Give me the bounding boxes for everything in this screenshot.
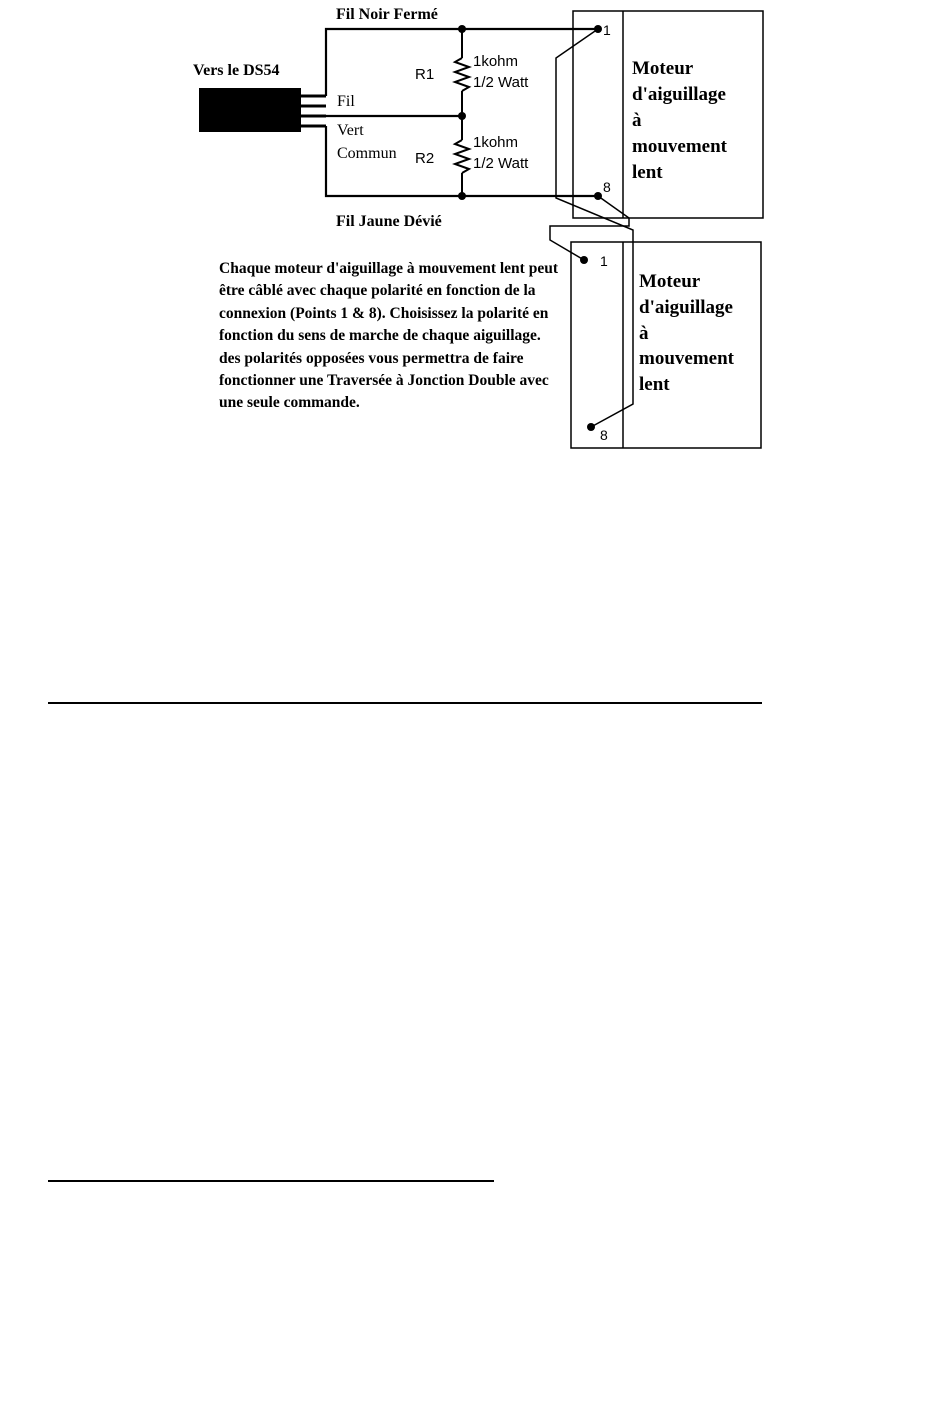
r2-power: 1/2 Watt bbox=[473, 155, 529, 172]
crossover-wire-a bbox=[556, 29, 633, 427]
motor-2-text-line: d'aiguillage bbox=[639, 297, 733, 318]
r1-power: 1/2 Watt bbox=[473, 74, 529, 91]
r1-value: 1kohm bbox=[473, 53, 519, 70]
r1-resistor bbox=[455, 58, 469, 91]
motor-1-text-line: lent bbox=[632, 162, 663, 183]
crossover-wire-b bbox=[550, 196, 629, 260]
motor-2-text-line: Moteur bbox=[639, 271, 701, 292]
motor-1-box bbox=[573, 11, 763, 218]
motor-2-pin-1-label: 1 bbox=[600, 253, 608, 269]
r2-resistor bbox=[455, 140, 469, 173]
r1-name: R1 bbox=[415, 66, 435, 83]
polarity-note: Chaque moteur d'aiguillage à mouvement lent peut être câblé avec chaque polarité en fonction de la connexion (Points 1 & 8). Choisissez la polarité en fonction du sens de marche de chaque aiguillage. des polarités opposées vous permettra de faire fonctionner une Traversée à Jonction Double avec une seule commande. bbox=[219, 260, 558, 412]
junction-dot bbox=[458, 112, 466, 120]
junction-dot bbox=[458, 192, 466, 200]
junction-dot bbox=[458, 25, 466, 33]
label-vers-ds54: Vers le DS54 bbox=[193, 62, 280, 79]
label-commun: Commun bbox=[337, 145, 397, 162]
motor-1-text-line: d'aiguillage bbox=[632, 84, 726, 105]
horizontal-rule bbox=[48, 702, 762, 704]
r2-name: R2 bbox=[415, 150, 435, 167]
r2-value: 1kohm bbox=[473, 134, 519, 151]
motor-1-text-line: Moteur bbox=[632, 58, 694, 79]
motor-1-pin-1-label: 1 bbox=[603, 22, 611, 38]
label-vert: Vert bbox=[337, 122, 364, 139]
motor-1-text-line: mouvement bbox=[632, 136, 727, 157]
motor-2-text-line: lent bbox=[639, 374, 670, 395]
horizontal-rule bbox=[48, 1180, 494, 1182]
motor-1-pin-8-label: 8 bbox=[603, 179, 611, 195]
motor-1-text-line: à bbox=[632, 110, 642, 131]
motor-2-text-line: mouvement bbox=[639, 348, 734, 369]
label-fil-jaune: Fil Jaune Dévié bbox=[336, 213, 442, 230]
motor-2-pin-8-label: 8 bbox=[600, 427, 608, 443]
label-fil-noir: Fil Noir Fermé bbox=[336, 6, 438, 23]
ds54-connector bbox=[199, 88, 301, 132]
motor-2-text-line: à bbox=[639, 323, 649, 344]
label-fil: Fil bbox=[337, 93, 355, 110]
